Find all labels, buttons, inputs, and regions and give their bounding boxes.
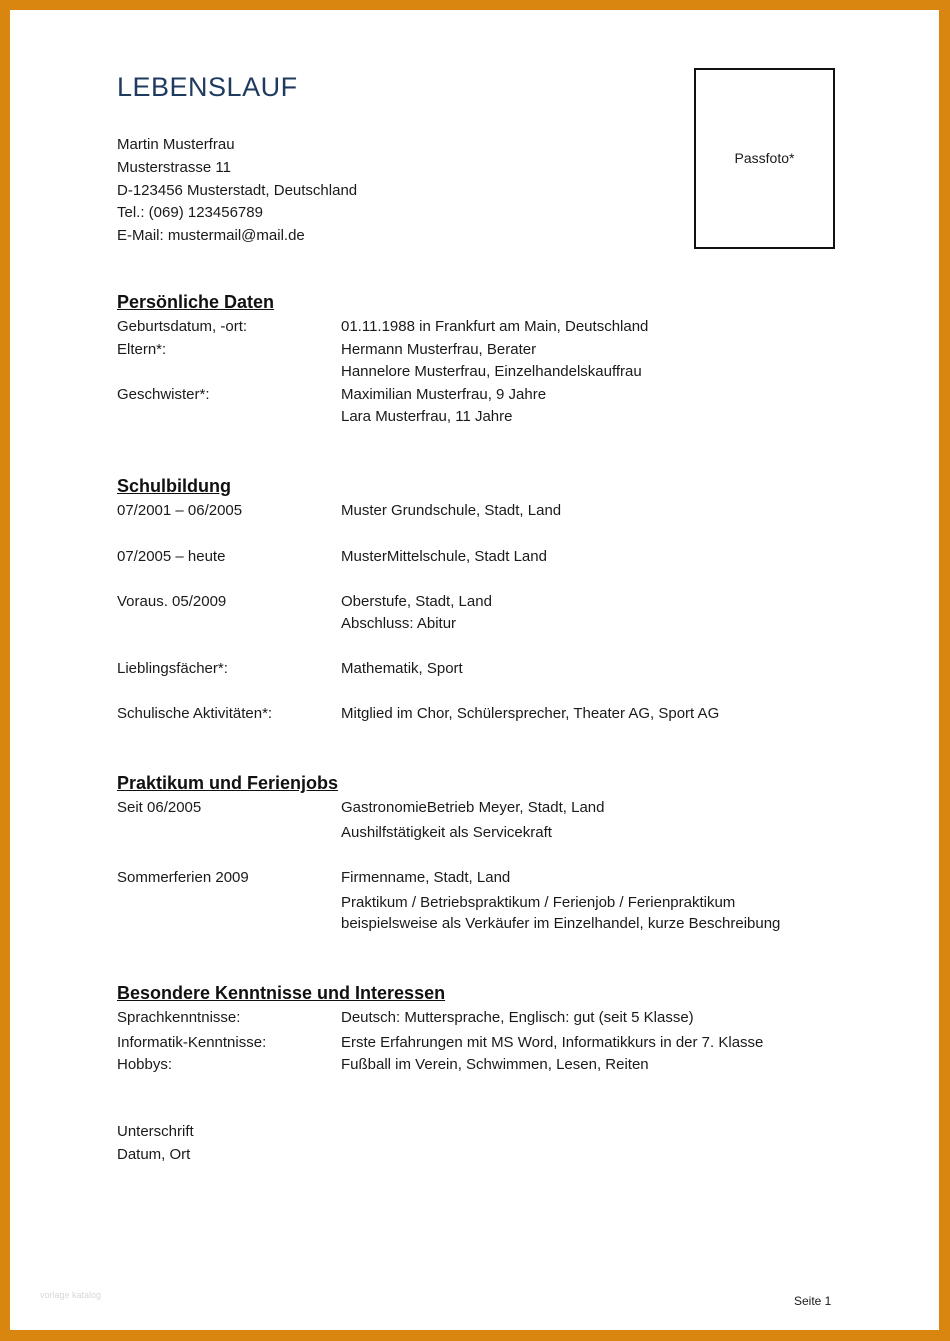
watermark: vorlage katalog [40,1290,102,1300]
section-heading-school: Schulbildung [117,476,231,496]
section-heading-skills: Besondere Kenntnisse und Interessen [117,983,446,1003]
page-title: LEBENSLAUF [117,72,298,102]
internship-row-2-label: Sommerferien 2009 [117,869,249,886]
internship-row-2-value-3: beispielsweise als Verkäufer im Einzelhandel, kurze Beschreibung [341,915,781,932]
school-row-3-value-2: Abschluss: Abitur [341,615,457,632]
contact-city: D-123456 Musterstadt, Deutschland [117,181,358,199]
contact-block [117,134,357,248]
skills-row-1-label: Sprachkenntnisse: [117,1009,241,1026]
birth-value: 01.11.1988 in Frankfurt am Main, Deutschland [341,318,649,335]
internship-row-2-value-2: Praktikum / Betriebspraktikum / Ferienjob / Ferienpraktikum [341,894,736,911]
school-row-3-value: Oberstufe, Stadt, Land [341,593,492,610]
internship-row-1-value-2: Aushilfstätigkeit als Servicekraft [341,824,552,841]
signature-label: Unterschrift [117,1123,194,1140]
internship-row-1-value: GastronomieBetrieb Meyer, Stadt, Land [341,799,605,816]
school-row-3-label: Voraus. 05/2009 [117,593,227,610]
contact-street: Musterstrasse 11 [117,158,231,176]
birth-label: Geburtsdatum, -ort: [117,318,248,335]
parents-value-1: Hermann Musterfrau, Berater [341,341,537,358]
parents-value-2: Hannelore Musterfrau, Einzelhandelskauffrau [341,363,642,380]
passport-photo-box [694,68,835,249]
internship-row-1-label: Seit 06/2005 [117,799,202,816]
skills-row-2-value: Erste Erfahrungen mit MS Word, Informatikkurs in der 7. Klasse [341,1034,764,1051]
parents-label: Eltern*: [117,341,167,358]
school-row-1-value: Muster Grundschule, Stadt, Land [341,502,562,519]
photo-label: Passfoto* [734,150,795,166]
siblings-value-1: Maximilian Musterfrau, 9 Jahre [341,386,547,403]
contact-phone: Tel.: (069) 123456789 [117,204,263,222]
school-row-5-value: Mitglied im Chor, Schülersprecher, Theater AG, Sport AG [341,705,720,722]
school-row-2-value: MusterMittelschule, Stadt Land [341,548,547,565]
skills-row-2-label: Informatik-Kenntnisse: [117,1034,267,1051]
cv-page [10,10,939,1330]
date-place-label: Datum, Ort [117,1146,191,1163]
school-row-4-value: Mathematik, Sport [341,660,463,677]
page-number: Seite 1 [794,1294,832,1308]
school-row-4-label: Lieblingsfächer*: [117,660,228,677]
contact-name: Martin Musterfrau [117,136,235,153]
internship-row-2-value: Firmenname, Stadt, Land [341,869,511,886]
siblings-value-2: Lara Musterfrau, 11 Jahre [341,408,513,425]
school-row-5-label: Schulische Aktivitäten*: [117,705,273,722]
contact-email: E-Mail: mustermail@mail.de [117,227,305,245]
school-row-1-label: 07/2001 – 06/2005 [117,502,243,519]
school-row-2-label: 07/2005 – heute [117,548,226,565]
skills-row-3-label: Hobbys: [117,1056,173,1073]
skills-row-3-value: Fußball im Verein, Schwimmen, Lesen, Reiten [341,1056,649,1073]
siblings-label: Geschwister*: [117,386,210,403]
skills-row-1-value: Deutsch: Muttersprache, Englisch: gut (seit 5 Klasse) [341,1009,694,1026]
section-heading-personal: Persönliche Daten [117,292,275,312]
section-heading-internship: Praktikum und Ferienjobs [117,773,339,793]
